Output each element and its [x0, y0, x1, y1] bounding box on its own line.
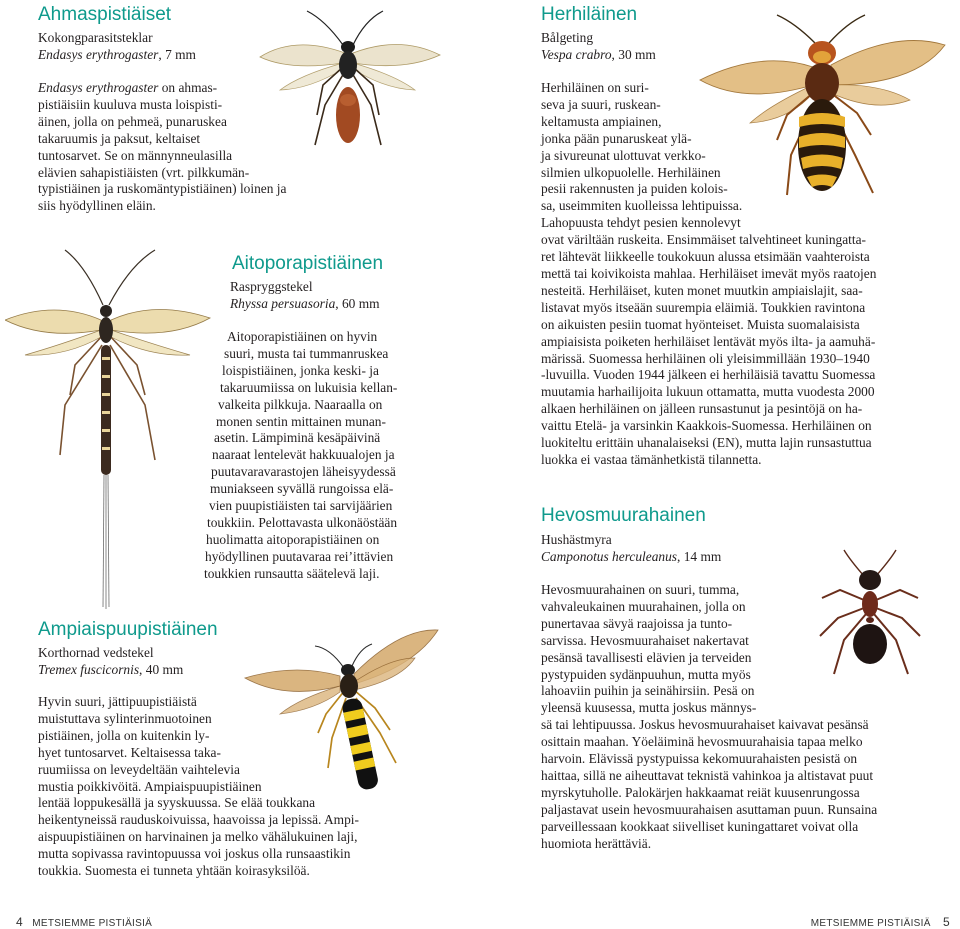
text-line: Lahopuusta tehdyt pesien kennolevyt: [541, 215, 741, 231]
text-line: osittain maahan. Yöeläiminä hevosmuurahaisia tapaa melko: [541, 734, 863, 750]
aitoporapistiainen-description: [0, 329, 460, 583]
text-line: heikentyneissä rauduskoivuissa, haavoissa ja lepissä. Ampi-: [38, 812, 359, 828]
text-line: Hevosmuurahainen on suuri, tumma,: [541, 582, 740, 597]
page-number-right: 5: [943, 915, 950, 929]
text-line: tuntosarvet. Se on männynneulasilla: [38, 147, 233, 163]
text-line: on aikuisten pesiin tuomat hyönteiset. Muista suomalaisista: [541, 316, 860, 332]
aitoporapistiainen-title: Aitoporapistiäinen: [232, 253, 384, 274]
text-fragment: on ahmas-: [158, 80, 218, 95]
endasys-wasp-illustration: [255, 5, 445, 175]
text-line: suuri, musta tai tummanruskea: [224, 345, 389, 361]
hevosmuurahainen-swedish-name: Hushästmyra: [541, 532, 612, 547]
text-line: toukkiin. Pelottavasta ulkonäöstään: [207, 514, 398, 530]
text-line: vien puupistiäisten tai sarvijäärien: [209, 498, 393, 514]
aitoporapistiainen-swedish-name: Raspryggstekel: [230, 279, 313, 294]
aitoporapistiainen-scientific-line: [230, 295, 380, 312]
herhilainen-title: Herhiläinen: [541, 4, 638, 25]
text-line: pystypuiden sydänpuuhun, mutta myös: [541, 666, 751, 682]
text-line: luokka ei vastaa tämänhetkistä tilannetta.: [541, 451, 762, 467]
ampiaispuupistiainen-swedish-name: Korthornad vedstekel: [38, 645, 154, 660]
text-line: muniakseen syvällä rungoissa elä-: [210, 481, 394, 497]
hevosmuurahainen-scientific-name: Camponotus herculeanus: [541, 549, 678, 564]
text-line: alkaen herhiläinen on jälleen runsastunut ja pesintöjä on ha-: [541, 401, 863, 417]
text-line: muistuttava sylinterinmuotoinen: [38, 710, 212, 726]
text-line: paljastavat usein hevosmuurahaisen asuttaman puun. Runsaina: [541, 801, 878, 817]
ampiaispuupistiainen-scientific-name: Tremex fuscicornis: [38, 662, 140, 677]
text-line: äinen, jolla on pehmeä, punaruskea: [38, 113, 227, 129]
text-line: myrskytuholle. Palokärjen hakkaamat reiät kuusenrungossa: [541, 784, 860, 800]
ahmaspistiaiset-title: Ahmaspistiäiset: [38, 4, 172, 25]
ahmaspistiaiset-description: [38, 80, 286, 215]
text-line: toukkia. Suomesta ei tunneta yhtään koirasyksilöä.: [38, 863, 310, 879]
text-line: Herhiläinen on suri-: [541, 80, 649, 95]
text-line: pistiäisiin kuuluva musta loispisti-: [38, 96, 223, 112]
hevosmuurahainen-size: , 14 mm: [677, 549, 722, 564]
text-line: huomiota herättäviä.: [541, 835, 652, 851]
text-line: mettä tai koivikoista mahlaa. Herhiläiset imevät myös raatojen: [541, 265, 877, 281]
text-line: pistiäinen, jolla on kuitenkin ly-: [38, 727, 210, 743]
text-line: huolimatta aitoporapistiäinen on: [206, 531, 380, 547]
text-line: typistiäinen ja ruskomäntypistiäinen) loinen ja: [38, 181, 287, 197]
text-line: Aitoporapistiäinen on hyvin: [227, 329, 378, 344]
text-line: ja sivureunat ulottuvat verkko-: [541, 147, 706, 163]
text-line: puutavaravarastojen läheisyydessä: [211, 464, 396, 480]
text-line: pesänsä tavallisesti elävien ja terveiden: [541, 649, 752, 665]
text-line: -luvuilla. Vuoden 1944 jälkeen ei herhiläisiä tavattu Suomessa: [541, 367, 876, 383]
text-line: hyödyllinen puutavaraa rei’ittävien: [205, 548, 394, 564]
text-line: takaruumis ja paksut, keltaiset: [38, 130, 201, 146]
text-line: lahoaviin puihin ja seinähirsiin. Pesä on: [541, 683, 755, 699]
text-line: luokiteltu erittäin uhanalaiseksi (EN), mutta lajin runsastuttua: [541, 435, 872, 451]
hevosmuurahainen-title: Hevosmuurahainen: [541, 505, 706, 526]
tremex-wasp-illustration: [240, 618, 440, 793]
text-line: haittaa, sillä ne aiheuttavat teknistä vahinkoa ja altistavat puut: [541, 767, 874, 783]
ahmaspistiaiset-size: , 7 mm: [158, 47, 196, 62]
ahmaspistiaiset-swedish-name: Kokongparasitsteklar: [38, 30, 153, 45]
hevosmuurahainen-scientific-line: [541, 548, 721, 565]
hornet-illustration: [695, 5, 950, 223]
text-line: elävien sahapistiäisten (vrt. pilkkumän-: [38, 164, 250, 180]
text-line: monen sentin mittainen munan-: [216, 413, 386, 429]
text-line: muutamia harhailijoita lukuun ottamatta, mutta vuodesta 2000: [541, 384, 875, 400]
aitoporapistiainen-scientific-name: Rhyssa persuasoria: [230, 296, 336, 311]
text-line: ampiaisista poiketen herhiläiset lentävät myös ilta- ja aamuhä-: [541, 333, 876, 349]
text-line: yleensä kuusessa, mutta joskus männys-: [541, 700, 757, 716]
text-line: hyet tuntosarvet. Keltaisessa taka-: [38, 744, 221, 760]
text-line: harvoin. Elävissä pystypuissa kekomuurahaisten pesistä on: [541, 751, 858, 767]
text-line: ret lähtevät liikkeelle toukokuun alussa etsimään vaahteroista: [541, 249, 870, 265]
text-line: aispuupistiäinen on harvinainen ja melko vähälukuinen laji,: [38, 829, 358, 845]
text-line: asetin. Lämpiminä kesäpäivinä: [214, 430, 381, 446]
text-line: silmien ulkopuolelle. Herhiläinen: [541, 164, 721, 180]
ahmaspistiaiset-scientific-line: [38, 46, 196, 63]
text-line: naaraat lentelevät hakkuualojen ja: [212, 447, 395, 463]
page-number-left: 4: [16, 915, 23, 929]
text-line: nesteitä. Herhiläiset, kuten monet muutkin ampiaislajit, saa-: [541, 282, 863, 298]
text-line: vaittu Etelä- ja varsinkin Kaakkois-Suomessa. Herhiläinen on: [541, 418, 872, 434]
text-line: ovat väriltään ruskeita. Ensimmäiset talvehtineet kuningatta-: [541, 232, 866, 248]
herhilainen-scientific-name: Vespa crabro: [541, 47, 612, 62]
text-line: valkeita pilkkuja. Naaraalla on: [218, 396, 383, 412]
running-head-right: METSIEMME PISTIÄISIÄ: [810, 918, 931, 929]
ahmaspistiaiset-scientific-name: Endasys erythrogaster: [38, 47, 159, 62]
text-line: ruumiissa on leveydeltään vaihtelevia: [38, 761, 240, 777]
herhilainen-swedish-name: Bålgeting: [541, 30, 594, 45]
text-line: mutta sopivassa ravintopuussa voi joskus olla runsaastikin: [38, 846, 351, 862]
text-line: lentää loppukesällä ja syyskuussa. Se elää toukkana: [38, 795, 316, 811]
ampiaispuupistiainen-scientific-line: [38, 661, 183, 678]
text-line: mustia poikkivöitä. Ampiaispuupistiäinen: [38, 778, 262, 794]
text-line: Hyvin suuri, jättipuupistiäistä: [38, 694, 197, 709]
text-line: sarvissa. Hevosmuurahaiset nakertavat: [541, 632, 749, 648]
herhilainen-size: , 30 mm: [611, 47, 656, 62]
aitoporapistiainen-size: , 60 mm: [335, 296, 380, 311]
text-line: keltamusta ampiainen,: [541, 113, 662, 129]
text-line: siis hyödyllinen eläin.: [38, 198, 156, 214]
text-line: parveillessaan kookkaat siivelliset kuningattaret voivat olla: [541, 818, 859, 834]
text-line: punertavaa sävyä raajoissa ja tunto-: [541, 615, 733, 631]
text-line: vahvaleukainen muurahainen, jolla on: [541, 598, 746, 614]
ant-illustration: [800, 548, 940, 698]
herhilainen-scientific-line: [541, 46, 656, 63]
running-head-left: METSIEMME PISTIÄISIÄ: [32, 918, 153, 929]
text-line: jonka pään punaruskeat ylä-: [541, 130, 692, 146]
left-footer: [16, 915, 152, 929]
text-line: loispistiäinen, jonka keski- ja: [222, 362, 379, 378]
desc-lead: Endasys erythrogaster: [38, 80, 159, 95]
text-line: sä tai lehtipuussa. Joskus hevosmuurahaiset kaivavat pesänsä: [541, 717, 869, 733]
ampiaispuupistiainen-size: , 40 mm: [139, 662, 184, 677]
ampiaispuupistiainen-title: Ampiaispuupistiäinen: [38, 619, 218, 640]
text-line: takaruumiissa on lukuisia kellan-: [220, 379, 398, 395]
text-line: märissä. Suomessa herhiläinen oli yleisimmillään 1930–1940: [541, 350, 870, 366]
text-line: sa, useimmiten kuolleissa lehtipuissa.: [541, 198, 743, 214]
text-line: pesii rakennusten ja puiden kolois-: [541, 181, 728, 197]
text-line: seva ja suuri, ruskean-: [541, 96, 661, 112]
right-footer: [811, 915, 950, 929]
text-line: [38, 80, 286, 97]
text-line: listavat myös itseään suurempia eläimiä. Toukkien ravintona: [541, 299, 866, 315]
text-line: toukkien runsautta säätelevä laji.: [204, 565, 380, 581]
